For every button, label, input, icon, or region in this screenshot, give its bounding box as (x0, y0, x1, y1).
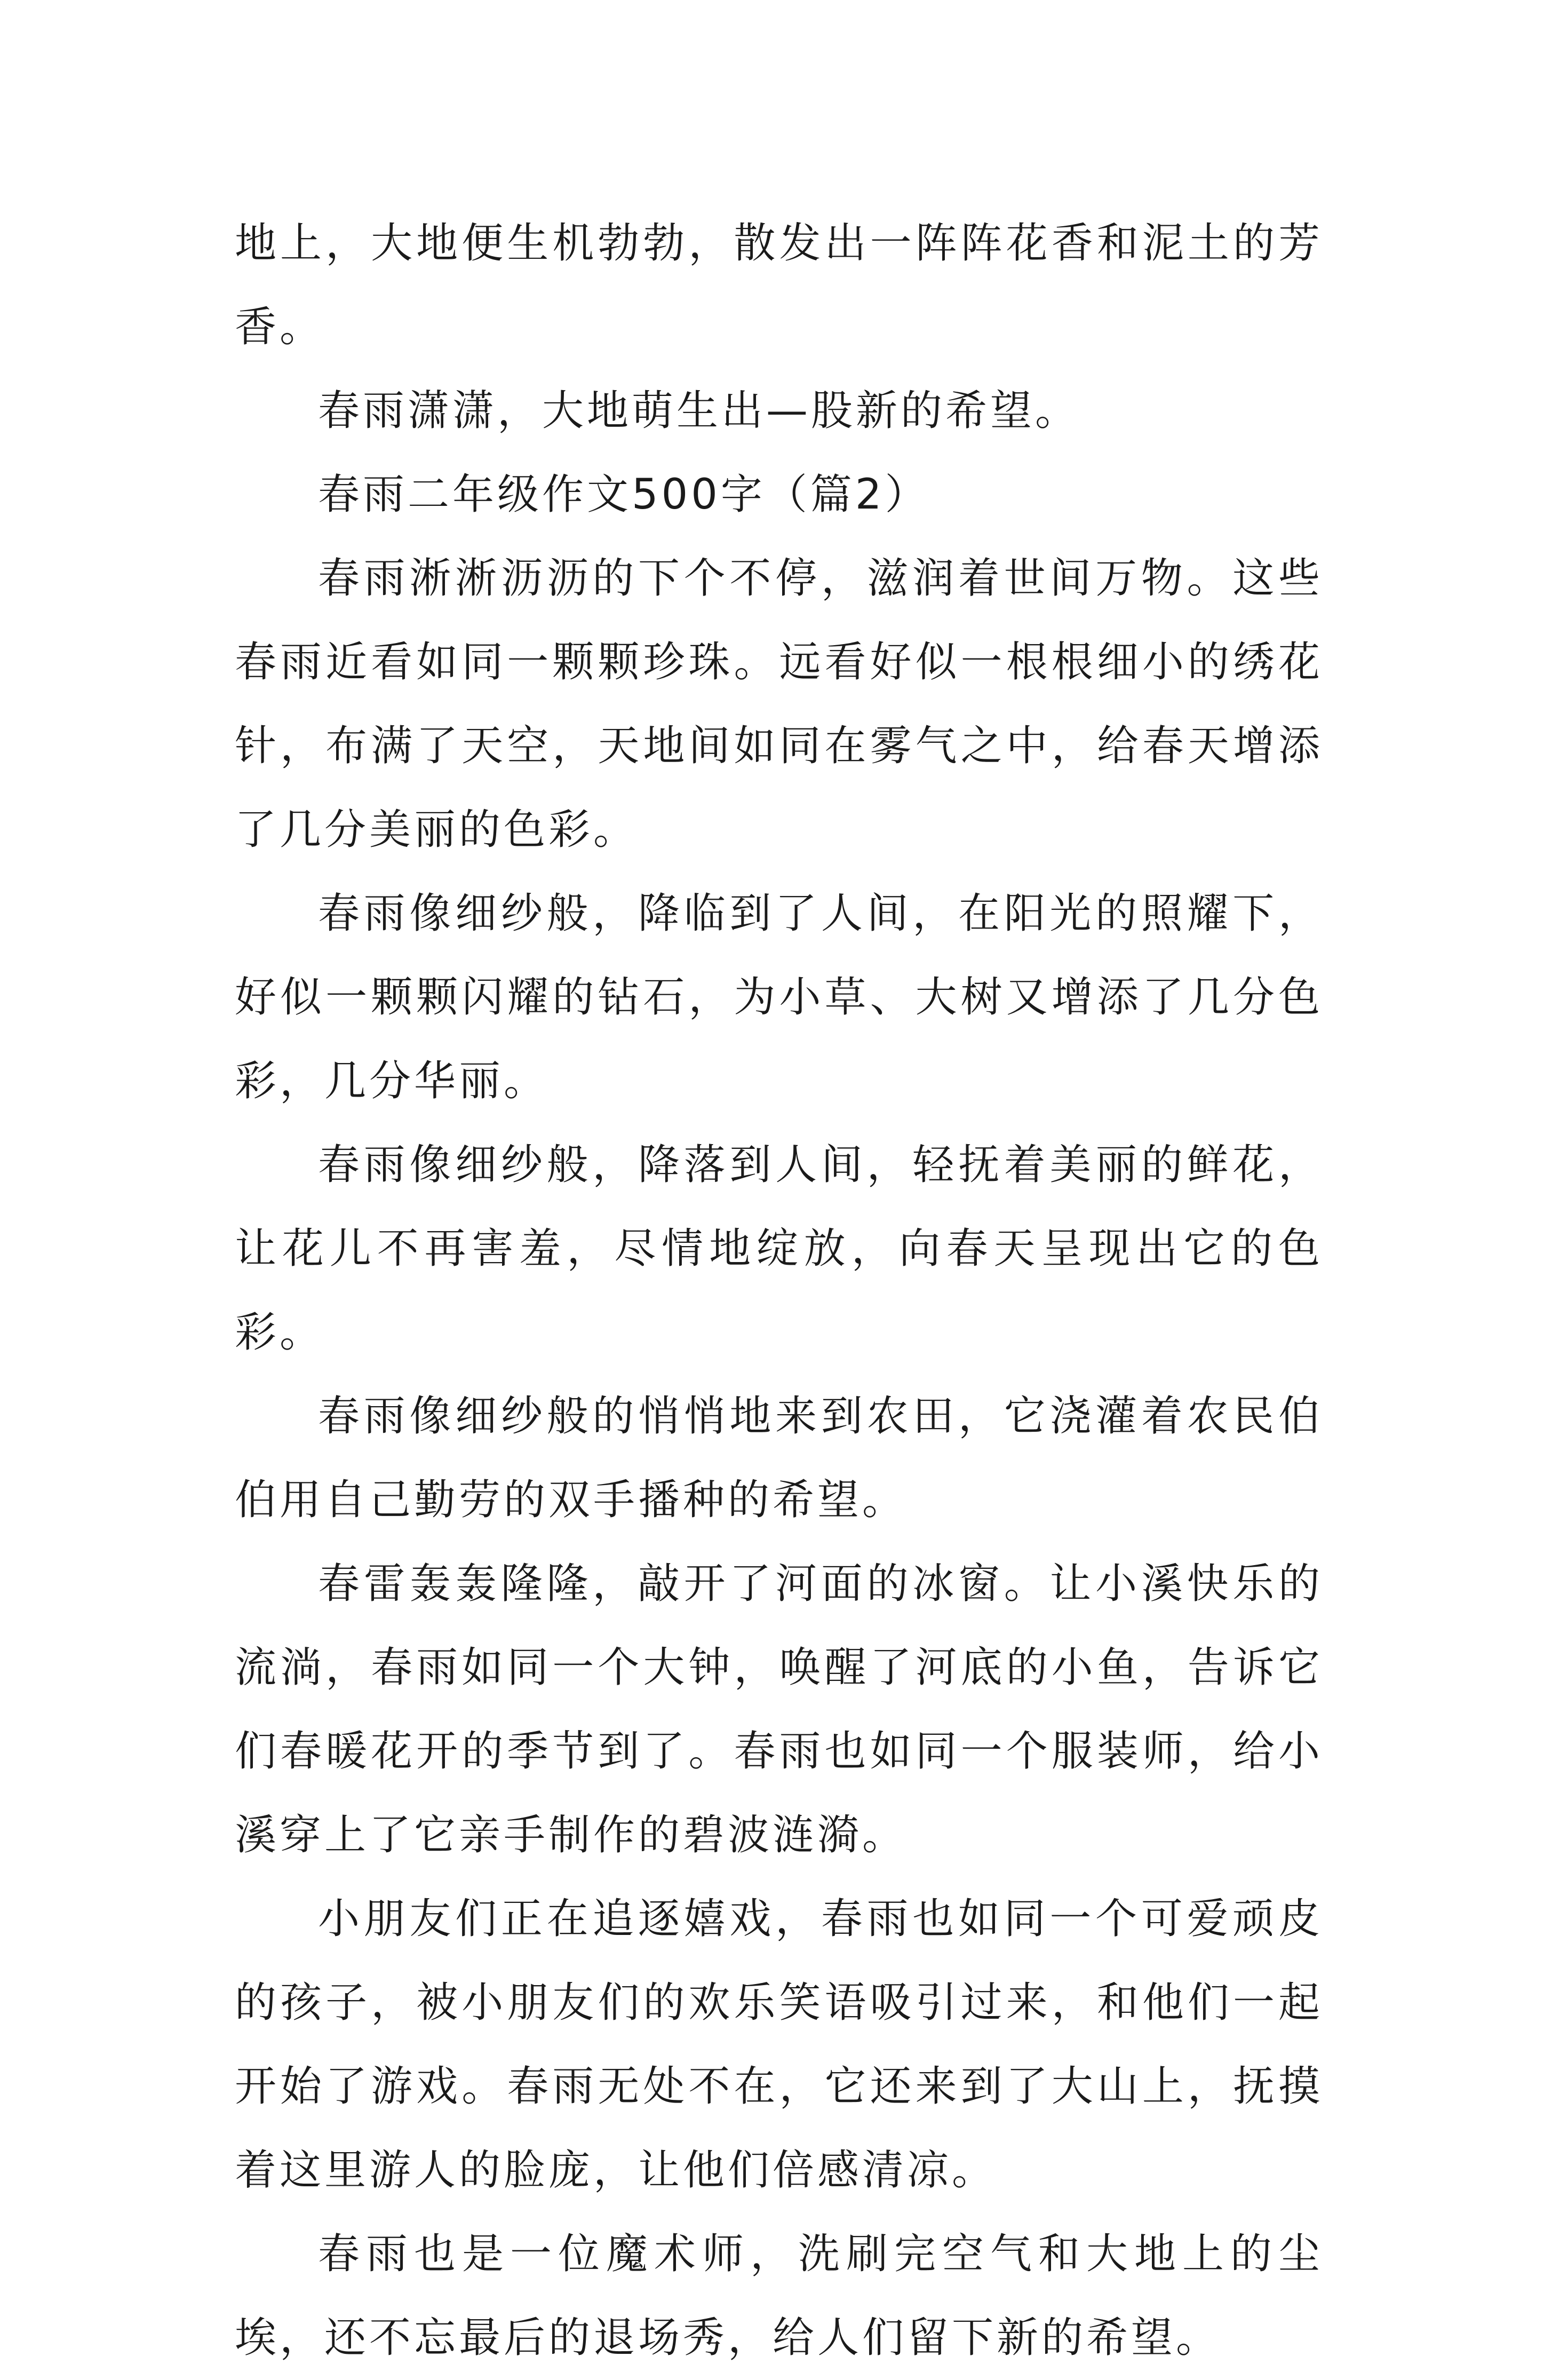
paragraph: 小朋友们正在追逐嬉戏，春雨也如同一个可爱顽皮的孩子，被小朋友们的欢乐笑语吸引过来，和他们一起开始了游戏。春雨无处不在，它还来到了大山上，抚摸着这里游人的脸庞，让他们倍感清凉。 (235, 1895, 1323, 2194)
paragraph: 春雨像细纱般的悄悄地来到农田，它浇灌着农民伯伯用自己勤劳的双手播种的希望。 (235, 1392, 1323, 1524)
paragraph: 春雨淅淅沥沥的下个不停，滋润着世间万物。这些春雨近看如同一颗颗珍珠。远看好似一根根细小的绣花针，布满了天空，天地间如同在雾气之中，给春天增添了几分美丽的色彩。 (235, 554, 1323, 854)
document-body (235, 202, 1323, 2380)
paragraph: 春雨像细纱般，降临到了人间，在阳光的照耀下，好似一颗颗闪耀的钻石，为小草、大树又增添了几分色彩，几分华丽。 (235, 890, 1323, 1105)
paragraph: 春雨也是一位魔术师，洗刷完空气和大地上的尘埃，还不忘最后的退场秀，给人们留下新的希望。 (235, 2230, 1323, 2362)
paragraph: 春雨潇潇，大地萌生出—股新的希望。 (318, 387, 1080, 435)
section-heading: 春雨二年级作文500字（篇2） (318, 471, 930, 519)
paragraph-continued: 地上，大地便生机勃勃，散发出一阵阵花香和泥土的芳香。 (235, 219, 1323, 351)
paragraph: 春雷轰轰隆隆，敲开了河面的冰窗。让小溪快乐的流淌，春雨如同一个大钟，唤醒了河底的小鱼，告诉它们春暖花开的季节到了。春雨也如同一个服装师，给小溪穿上了它亲手制作的碧波涟漪。 (235, 1560, 1323, 1859)
paragraph: 春雨像细纱般，降落到人间，轻抚着美丽的鲜花，让花儿不再害羞，尽情地绽放，向春天呈现出它的色彩。 (235, 1141, 1323, 1356)
